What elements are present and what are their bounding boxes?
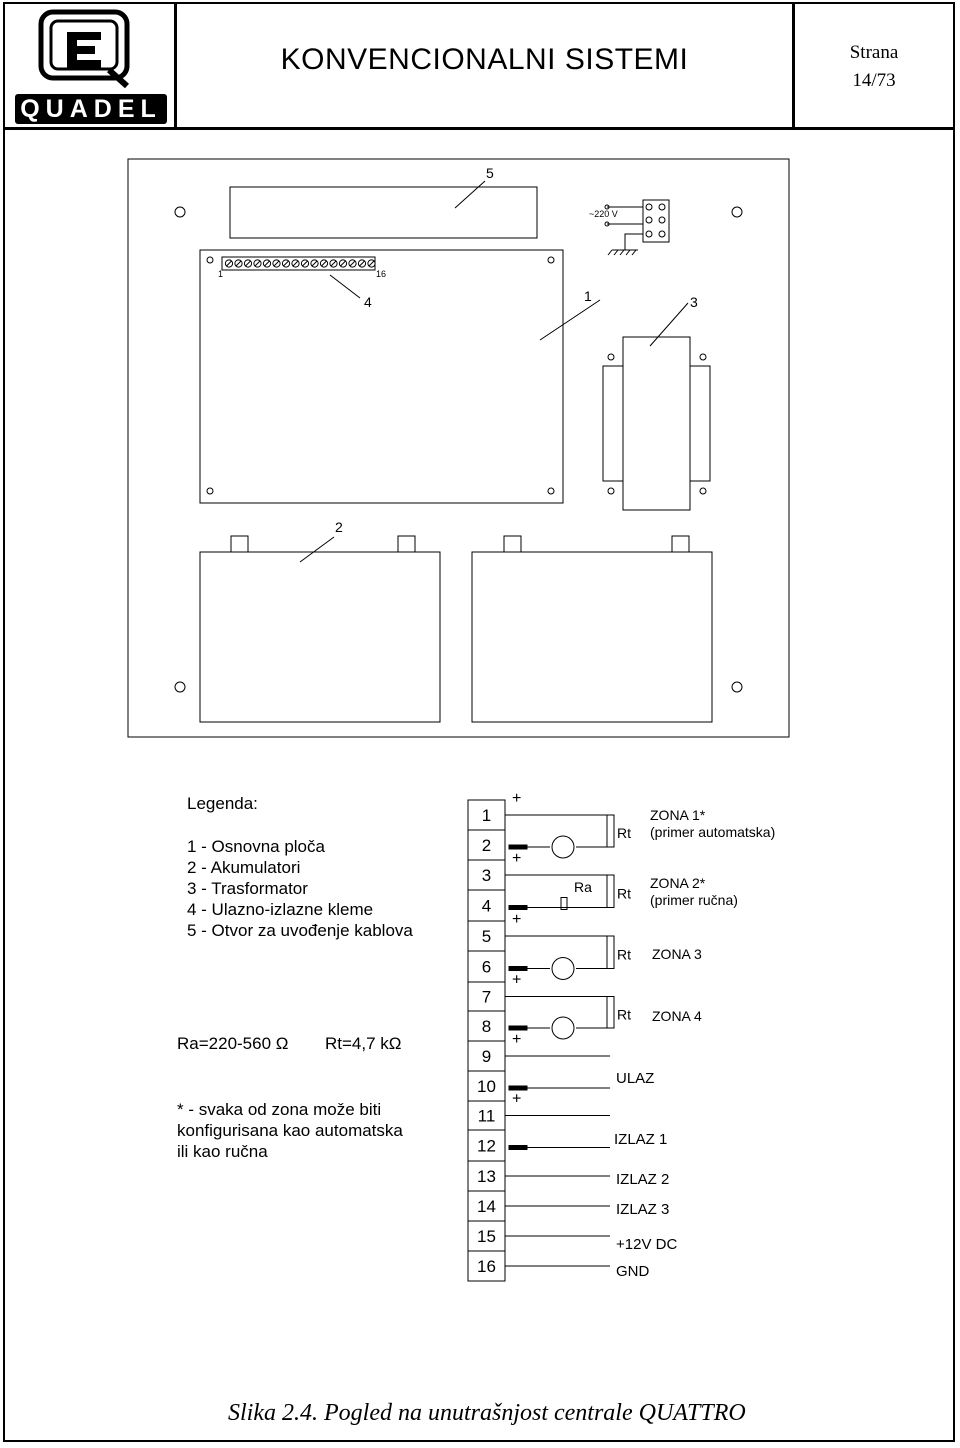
callout-3: 3: [690, 294, 698, 310]
zone-2-name: ZONA 2*: [650, 875, 706, 891]
zone-3-name: ZONA 3: [652, 946, 702, 962]
plus-sign: +: [512, 1031, 522, 1048]
rt-resistor: [607, 875, 614, 908]
cable-opening: [230, 187, 537, 238]
izlaz2-label: IZLAZ 2: [616, 1171, 670, 1188]
brand-text: QUADEL: [20, 95, 162, 123]
callout-1-leader: [540, 300, 600, 340]
rt-label: Rt: [617, 885, 631, 902]
legend-item: 5 - Otvor za uvođenje kablova: [187, 921, 413, 940]
plus-sign: +: [512, 850, 522, 867]
terminal-start-label: 1: [218, 269, 224, 279]
ulaz-label: ULAZ: [616, 1070, 655, 1087]
zone-1-name: ZONA 1*: [650, 807, 706, 823]
minus-sign: [509, 845, 527, 849]
plus-sign: +: [512, 911, 522, 928]
terminal-number: 4: [481, 896, 492, 916]
mount-hole: [175, 207, 185, 217]
note-line: konfigurisana kao automatska: [177, 1121, 403, 1140]
mount-hole: [732, 207, 742, 217]
detector: [552, 1017, 574, 1039]
callout-4: 4: [364, 294, 372, 310]
terminal-number: 12: [477, 1136, 496, 1156]
terminal-number: 3: [481, 866, 492, 885]
minus-sign: [509, 906, 527, 910]
plus-sign: +: [512, 971, 522, 989]
izlaz1-label: IZLAZ 1: [614, 1131, 668, 1148]
terminal-number: 8: [481, 1017, 492, 1036]
minus-sign: [509, 1146, 527, 1150]
rt-label: Rt: [617, 1006, 631, 1023]
callout-5: 5: [486, 165, 494, 181]
callout-5-leader: [455, 181, 485, 208]
terminal-number: 7: [481, 987, 492, 1007]
zone-1-sub: (primer automatska): [650, 824, 776, 840]
figure-caption: Slika 2.4. Pogled na unutrašnjost centrale QUATTRO: [228, 1400, 746, 1426]
ra-label: Ra: [574, 879, 592, 895]
page-label: Strana: [849, 42, 899, 63]
terminal-number: 1: [481, 806, 492, 825]
terminal-number: 5: [481, 927, 492, 946]
gnd-label: GND: [616, 1263, 650, 1280]
legend-item: 1 - Osnovna ploča: [187, 837, 325, 856]
rt-value: Rt=4,7 kΩ: [325, 1034, 402, 1053]
detector: [552, 958, 574, 980]
terminal-number: 2: [481, 836, 492, 855]
callout-1: 1: [584, 288, 592, 304]
terminal-number: 11: [477, 1106, 496, 1126]
callout-3-leader: [650, 303, 688, 346]
plus-sign: +: [512, 1090, 522, 1108]
legend-item: 2 - Akumulatori: [187, 858, 301, 877]
main-board: [200, 250, 563, 503]
terminal-end-label: 16: [376, 269, 387, 279]
izlaz3-label: IZLAZ 3: [616, 1201, 670, 1218]
terminal-number: 14: [477, 1197, 496, 1216]
rt-resistor: [607, 815, 614, 847]
plus-sign: +: [512, 790, 522, 807]
terminal-number: 13: [477, 1167, 496, 1186]
battery-right: [472, 552, 712, 722]
mount-hole: [732, 682, 742, 692]
terminal-block: [222, 257, 375, 270]
terminal-number: 15: [477, 1227, 496, 1246]
mount-hole: [175, 682, 185, 692]
wiring-diagram: [0, 780, 960, 1300]
terminal-number: 16: [477, 1257, 496, 1276]
note-line: ili kao ručna: [177, 1142, 268, 1161]
legend-item: 4 - Ulazno-izlazne kleme: [187, 900, 374, 919]
terminal-number: 9: [481, 1047, 492, 1066]
battery-left: [200, 552, 440, 722]
mains-label: ~220 V: [589, 209, 618, 219]
rt-label: Rt: [617, 825, 631, 841]
detector: [552, 836, 574, 858]
minus-sign: [509, 1026, 527, 1030]
document-title: KONVENCIONALNI SISTEMI: [280, 42, 689, 76]
ra-value: Ra=220-560 Ω: [177, 1034, 289, 1053]
rt-resistor: [607, 997, 614, 1029]
page-number: 14/73: [852, 70, 896, 91]
zone-2-sub: (primer ručna): [650, 892, 738, 908]
legend-item: 3 - Trasformator: [187, 879, 308, 898]
minus-sign: [509, 1086, 527, 1090]
note-line: * - svaka od zona može biti: [177, 1100, 382, 1119]
terminal-number: 10: [477, 1077, 496, 1096]
dc-label: +12V DC: [616, 1236, 678, 1253]
terminal-number: 6: [481, 957, 492, 977]
callout-2-leader: [300, 537, 334, 562]
rt-resistor: [607, 936, 614, 969]
rt-label: Rt: [617, 946, 631, 963]
legend-title: Legenda:: [187, 794, 258, 813]
callout-2: 2: [335, 519, 343, 535]
zone-4-name: ZONA 4: [652, 1008, 702, 1024]
minus-sign: [509, 967, 527, 971]
transformer-core: [623, 337, 690, 510]
